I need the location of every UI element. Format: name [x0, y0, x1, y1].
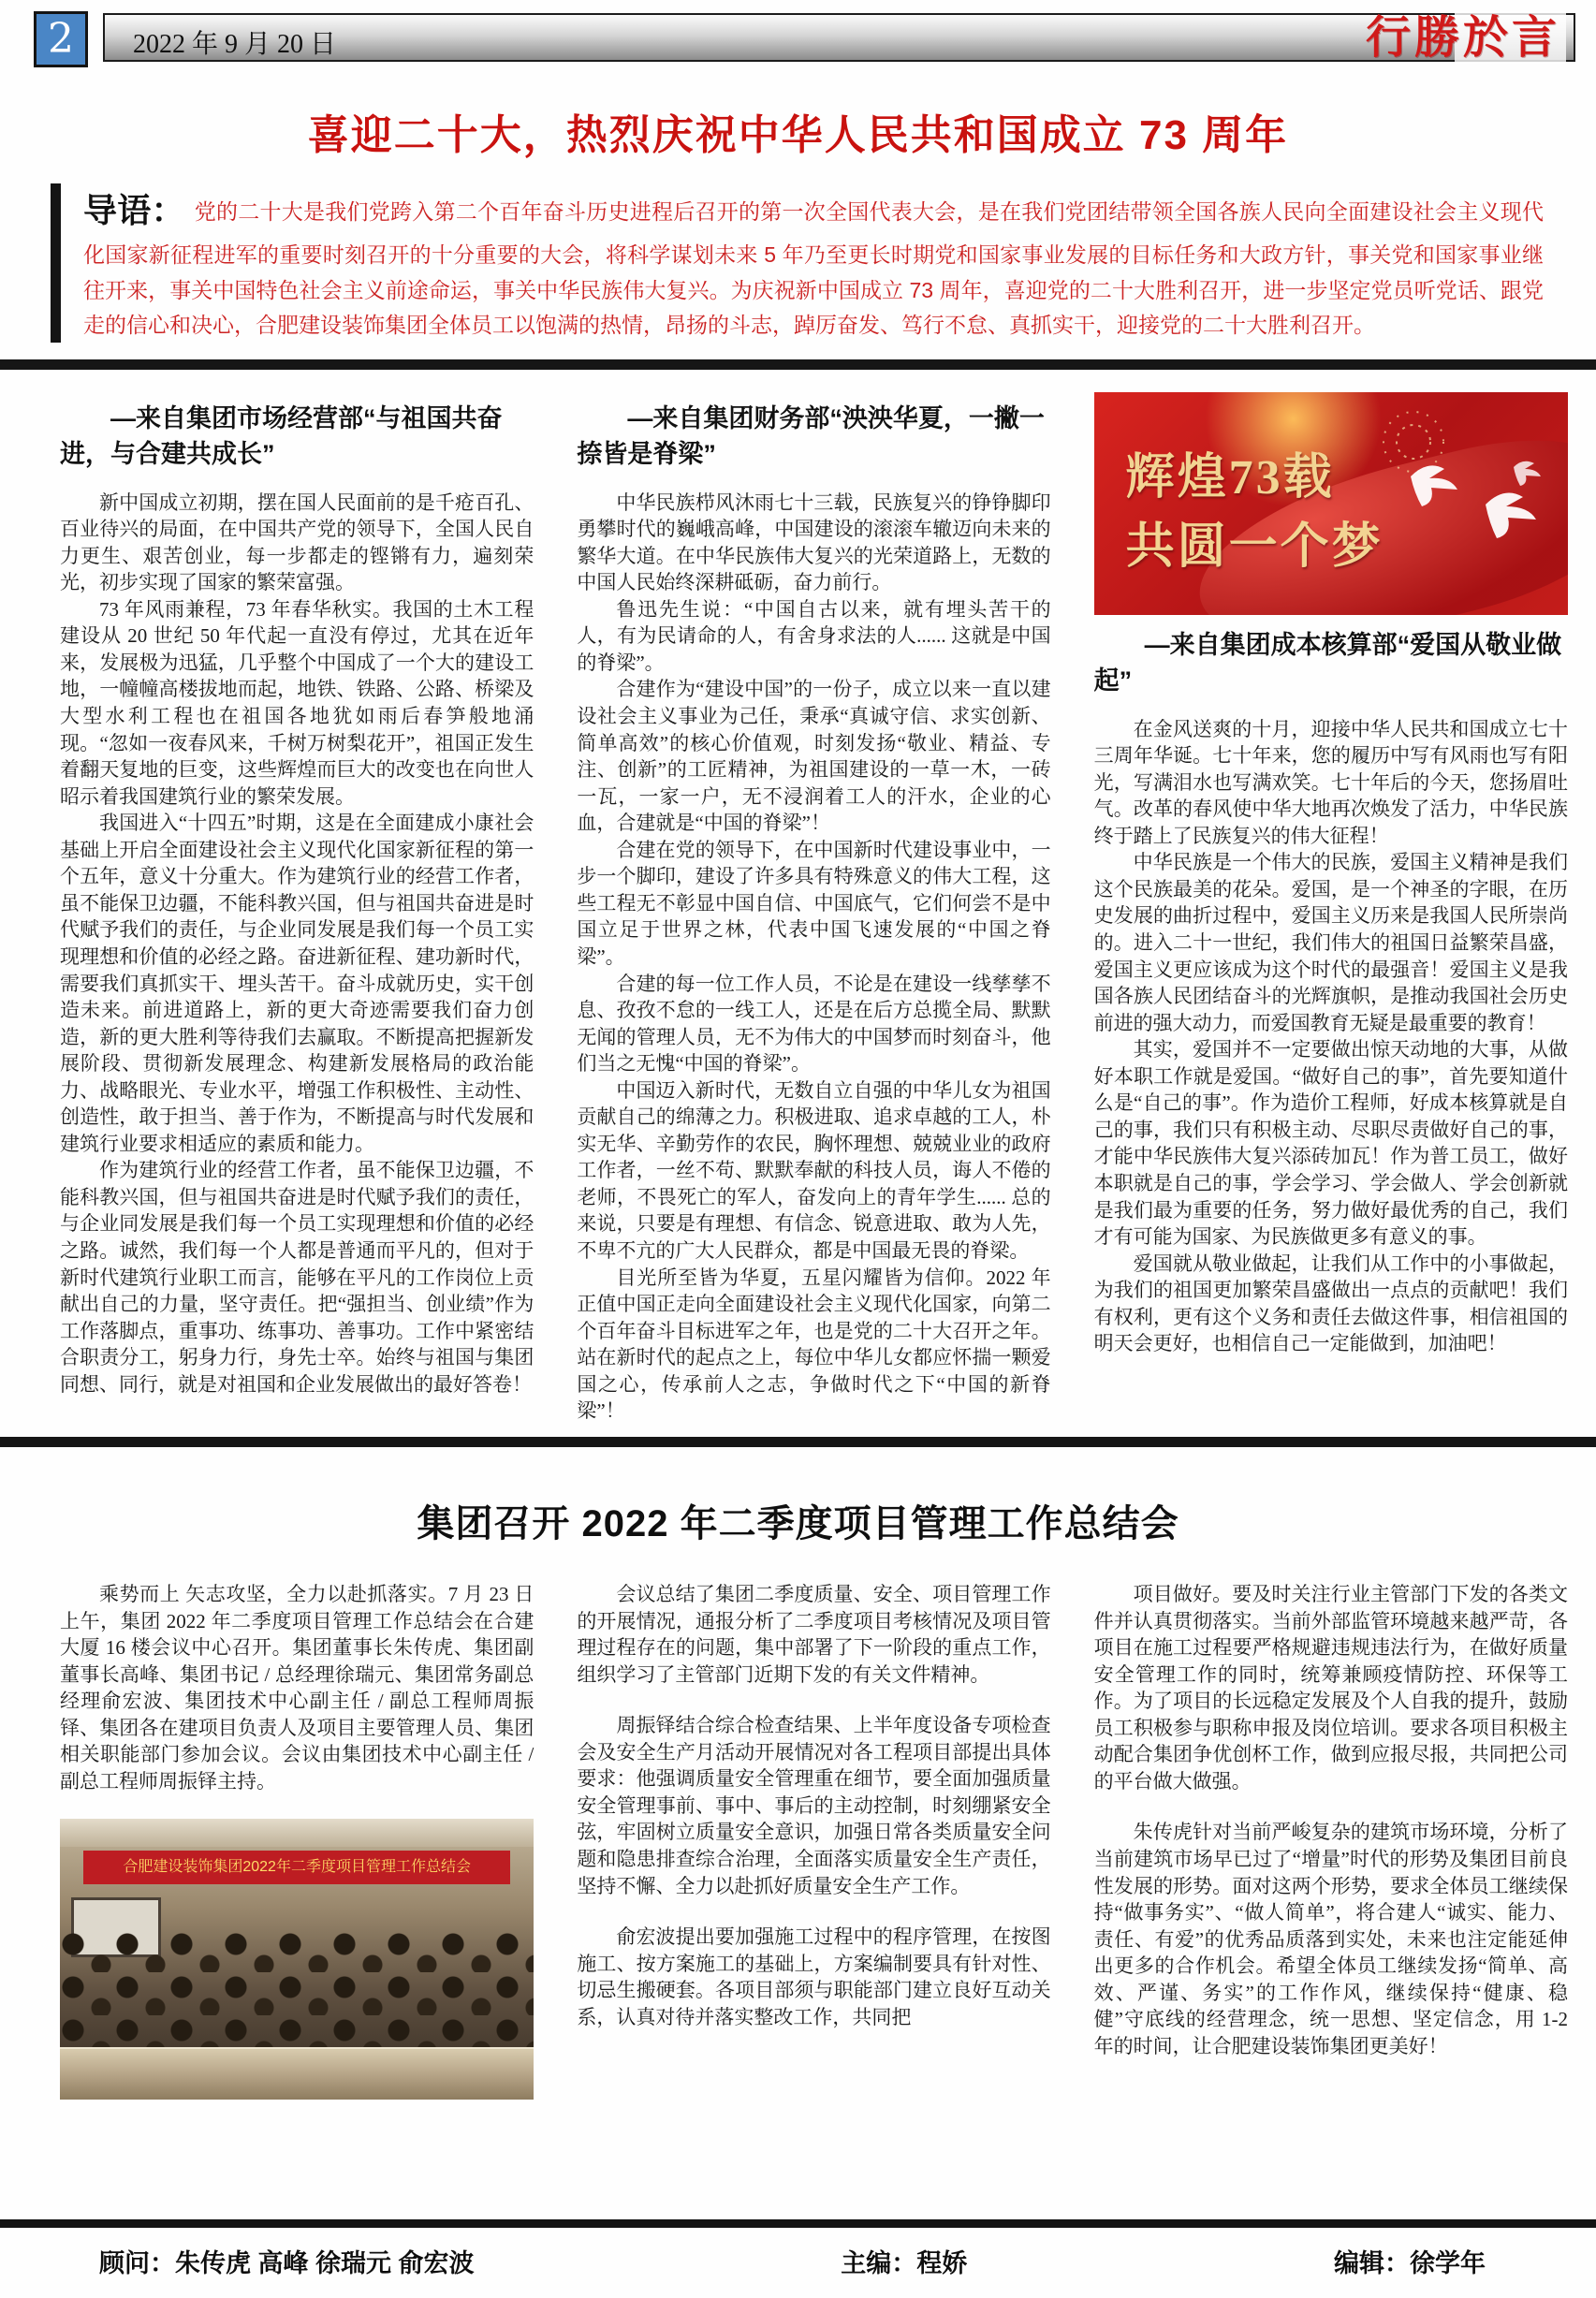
page-number-badge — [34, 11, 88, 67]
page-footer — [0, 2219, 1596, 2298]
article-paragraph: 项目做好。要及时关注行业主管部门下发的各类文件并认真贯彻落实。当前外部监管环境越来越严苛，各项目在施工过程要严格规避违规违法行为，在做好质量安全管理工作的同时，统筹兼顾疫情防控、环保等工作。为了项目的长远稳定发展及个人自我的提升，鼓励员工积极参与职称申报及岗位培训。要求各项目积极主动配合集团争优创杯工作，做到应报尽报，共同把公司的平台做大做强。 — [1093, 1583, 1568, 1793]
top-columns — [0, 388, 1596, 1437]
footer-row — [0, 2228, 1596, 2279]
article-paragraph: 新中国成立初期，摆在国人民面前的是千疮百孔、百业待兴的局面，在中国共产党的领导下，全国人民自力更生、艰苦创业，每一步都走的铿锵有力，遍刻荣光，初步实现了国家的繁荣富强。 — [60, 490, 534, 594]
lead-paragraph — [83, 183, 1544, 343]
article-heading: —来自集团财务部“泱泱华夏，一撇一捺皆是脊梁” — [577, 404, 1045, 468]
article-paragraph: 合建的每一位工作人员，不论是在建设一线孳孳不息、孜孜不怠的一线工人，还是在后方总揽全局、默默无闻的管理人员，无不为伟大的中国梦而时刻奋斗，他们当之无愧“中国的脊梁”。 — [577, 972, 1051, 1076]
article-paragraph: 中华民族栉风沐雨七十三载，民族复兴的铮铮脚印勇攀时代的巍峨高峰，中国建设的滚滚车辙迈向未来的繁华大道。在中华民族伟大复兴的光荣道路上，无数的中国人民始终深耕砥砺，奋力前行。 — [577, 490, 1051, 594]
article-paragraph: 中华民族是一个伟大的民族，爱国主义精神是我们这个民族最美的花朵。爱国，是一个神圣的字眼，在历史发展的曲折过程中，爱国主义历来是我国人民所崇尚的。进入二十一世纪，我们伟大的祖国日益繁荣昌盛，爱国主义更应该成为这个时代的最强音！爱国主义是我国各族人民团结奋斗的光辉旗帜，是推动我国社会历史前进的强大动力，而爱国教育无疑是最重要的教育！ — [1093, 851, 1568, 1034]
bottom-headline: 集团召开 2022 年二季度项目管理工作总结会 — [417, 1503, 1179, 1545]
article-paragraph: 73 年风雨兼程，73 年春华秋实。我国的土木工程建设从 20 世纪 50 年代起一直没有停过，尤其在近年来，发展极为迅猛，几乎整个中国成了一个大的建设工地，一幢幢高楼拔地而起，地铁、铁路、公路、桥梁及大型水利工程也在祖国各地犹如雨后春笋般地涌现。“忽如一夜春风来，千树万树梨花开”，祖国正发生着翻天复地的巨变，这些辉煌而巨大的改变也在向世人昭示着我国建筑行业的繁荣发展。 — [60, 597, 534, 808]
lead-text: 党的二十大是我们党跨入第二个百年奋斗历史进程后召开的第一次全国代表大会，是在我们党团结带领全国各族人民向全面建设社会主义现代化国家新征程进军的重要时刻召开的十分重要的大会，将科学谋划未来 5 年乃至更长时期党和国家事业发展的目标任务和大政方针，事关党和国家事业继往开来，事关中国特色社会主义前途命运，事关中华民族伟大复兴。为庆祝新中国成立 73 周年，喜迎党的二十大胜利召开，进一步坚定党员听党话、跟党走的信心和决心，合肥建设装饰集团全体员工以饱满的热情，昂扬的斗志，踔厉奋发、笃行不怠、真抓实干，迎接党的二十大胜利召开。 — [83, 199, 1544, 337]
bottom-column-3 — [1094, 1581, 1568, 2084]
article-paragraph: 中国迈入新时代，无数自立自强的中华儿女为祖国贡献自己的绵薄之力。积极进取、追求卓越的工人，朴实无华、辛勤劳作的农民，胸怀理想、兢兢业业的政府工作者，一丝不苟、默默奉献的科技人员，诲人不倦的老师，不畏死亡的军人，奋发向上的青年学生...... 总的来说，只要是有理想、有信念、锐意进取、敢为人先，不卑不亢的广大人民群众，都是中国最无畏的脊梁。 — [577, 1078, 1051, 1262]
article-paragraph: 乘势而上 矢志攻坚，全力以赴抓落实。7 月 23 日上午，集团 2022 年二季度项目管理工作总结会在合建大厦 16 楼会议中心召开。集团董事长朱传虎、集团副董事长高峰、集团书记 / 总经理徐瑞元、集团常务副总经理俞宏波、集团技术中心副主任 / 副总工程师周振铎、集团各在建项目负责人及项目主要管理人员、集团相关职能部门参加会议。会议由集团技术中心副主任 / 副总工程师周振铎主持。 — [60, 1583, 534, 1793]
article-finance-dept — [577, 388, 1050, 1425]
footer-advisors: 顾问：朱传虎 高峰 徐瑞元 俞宏波 — [99, 2249, 475, 2277]
article-market-dept — [60, 388, 534, 1398]
page-header — [0, 9, 1596, 77]
article-paragraph: 鲁迅先生说：“中国自古以来，就有埋头苦干的人，有为民请命的人，有舍身求法的人...... 这就是中国的脊梁”。 — [577, 597, 1051, 674]
masthead-motto: 行勝於言 — [1360, 11, 1566, 64]
article-paragraph: 会议总结了集团二季度质量、安全、项目管理工作的开展情况，通报分析了二季度项目考核情况及项目管理过程存在的问题，集中部署了下一阶段的重点工作，组织学习了主管部门近期下发的有关文件精神。 — [577, 1583, 1051, 1686]
doves-icon — [1373, 448, 1560, 561]
photo-banner-text: 合肥建设装饰集团2022年二季度项目管理工作总结会 — [83, 1851, 510, 1884]
article-paragraph: 作为建筑行业的经营工作者，虽不能保卫边疆，不能科教兴国，但与祖国共奋进是时代赋予我们的责任，与企业同发展是我们每一个员工实现理想和价值的必经之路。诚然，我们每一个人都是普通而平凡的，但对于新时代建筑行业职工而言，能够在平凡的工作岗位上贡献出自己的力量，坚守责任。把“强担当、创业绩”作为工作落脚点，重事功、练事功、善事功。工作中紧密结合职责分工，躬身力行，身先士卒。始终与祖国与集团同想、同行，就是对祖国和企业发展做出的最好答卷！ — [60, 1159, 534, 1396]
bottom-column-1 — [60, 1581, 534, 2100]
photo-ceiling — [60, 1819, 534, 1847]
anniversary-poster-image — [1094, 392, 1568, 615]
section-divider-middle — [0, 1437, 1596, 1447]
main-headline: 喜迎二十大，热烈庆祝中华人民共和国成立 73 周年 — [307, 112, 1289, 158]
page-number: 2 — [48, 15, 74, 63]
header-band — [103, 13, 1575, 62]
article-paragraph: 周振铎结合综合检查结果、上半年度设备专项检查会及安全生产月活动开展情况对各工程项目部提出具体要求：他强调质量安全管理重在细节，要全面加强质量安全管理事前、事中、事后的主动控制，时刻绷紧安全弦，牢固树立质量安全意识，加强日常各类质量安全问题和隐患排查综合治理，全面落实质量安全生产责任，坚持不懈、全力以赴抓好质量安全生产工作。 — [577, 1714, 1051, 1897]
poster-line2: 共圆一个梦 — [1125, 520, 1384, 575]
footer-chief-editor: 主编：程娇 — [841, 2249, 968, 2277]
article-paragraph: 其实，爱国并不一定要做出惊天动地的大事，从做好本职工作就是爱国。“做好自己的事”，首先要知道什么是“自己的事”。作为造价工程师，好成本核算就是自己的事，我们只有积极主动、尽职尽责做好自己的事，才能中华民族伟大复兴添砖加瓦！作为普工员工，做好本职就是自己的事，学会学习、学会做人、学会创新就是我们最为重要的任务，努力做好最优秀的自己，我们才有可能为国家、为民族做更多有意义的事。 — [1093, 1038, 1568, 1249]
lead-label: 导语： — [83, 191, 185, 229]
footer-editor: 编辑：徐学年 — [1333, 2249, 1486, 2277]
article-paragraph: 朱传虎针对当前严峻复杂的建筑市场环境，分析了当前建筑市场早已过了“增量”时代的形势及集团目前良性发展的形势。面对这两个形势，要求全体员工继续保持“做事务实”、“做人简单”，将合建人“诚实、能力、责任、有爱”的优秀品质落到实处，未来也注定能延伸出更多的合作机会。希望全体员工继续发扬“简单、高效、严谨、务实”的工作作风，继续保持“健康、稳健”守底线的经营理念，统一思想、坚定信念，用 1-2 年的时间，让合肥建设装饰集团更美好！ — [1093, 1821, 1568, 2057]
meeting-photo — [60, 1819, 534, 2100]
bottom-column-2 — [577, 1581, 1050, 2055]
issue-date: 2022 年 9 月 20 日 — [133, 30, 337, 59]
article-heading: —来自集团成本核算部“爱国从敬业做起” — [1093, 631, 1562, 695]
photo-attendees — [60, 1929, 534, 2051]
photo-tables — [60, 2047, 534, 2100]
footer-divider — [0, 2219, 1596, 2228]
article-paragraph: 合建作为“建设中国”的一份子，成立以来一直以建设社会主义事业为己任，秉承“真诚守信、求实创新、简单高效”的核心价值观，时刻发扬“敬业、精益、专注、创新”的工匠精神，为祖国建设的一草一木，一砖一瓦，一家一户，无不浸润着工人的汗水，企业的心血，合建就是“中国的脊梁”！ — [577, 678, 1051, 835]
article-cost-dept — [1094, 388, 1568, 1357]
lead-block — [51, 183, 1544, 343]
poster-line1: 辉煌73载 — [1125, 451, 1335, 505]
article-paragraph: 我国进入“十四五”时期，这是在全面建成小康社会基础上开启全面建设社会主义现代化国家新征程的第一个五年，意义十分重大。作为建筑行业的经营工作者，虽不能保卫边疆，不能科教兴国，但与祖国共奋进是时代赋予我们的责任，与企业同发展是我们每一个员工实现理想和价值的必经之路。奋进新征程、建功新时代，需要我们真抓实干、埋头苦干。奋斗成就历史，实干创造未来。前进道路上，新的更大奇迹需要我们奋力创造，新的更大胜利等待我们去赢取。不断提高把握新发展阶段、贯彻新发展理念、构建新发展格局的政治能力、战略眼光、专业水平，增强工作积极性、主动性、创造性，敢于担当、善于作为，不断提高与时代发展和建筑行业要求相适应的素质和能力。 — [60, 812, 534, 1155]
article-heading: —来自集团市场经营部“与祖国共奋进，与合建共成长” — [60, 404, 503, 468]
bottom-columns — [0, 1581, 1596, 2105]
article-paragraph: 目光所至皆为华夏，五星闪耀皆为信仰。2022 年正值中国正走向全面建设社会主义现代化国家，向第二个百年奋斗目标进军之年，也是党的二十大召开之年。站在新时代的起点之上，每位中华儿女都应怀揣一颗爱国之心，传承前人之志，争做时代之下“中国的新脊梁”！ — [577, 1266, 1051, 1423]
article-paragraph: 合建在党的领导下，在中国新时代建设事业中，一步一个脚印，建设了许多具有特殊意义的伟大工程，这些工程无不彰显中国自信、中国底气，它们何尝不是中国立足于世界之林，代表中国飞速发展的“中国之脊梁”。 — [577, 838, 1051, 968]
section-divider-top — [0, 359, 1596, 370]
article-paragraph: 爱国就从敬业做起，让我们从工作中的小事做起，为我们的祖国更加繁荣昌盛做出一点点的贡献吧！我们有权利，更有这个义务和责任去做这件事，相信祖国的明天会更好，也相信自己一定能做到，加油吧！ — [1093, 1251, 1568, 1355]
article-paragraph: 俞宏波提出要加强施工过程中的程序管理，在按图施工、按方案施工的基础上，方案编制要具有针对性、切忌生搬硬套。各项目部须与职能部门建立良好互动关系，认真对待并落实整改工作，共同把 — [577, 1925, 1051, 2028]
article-paragraph: 在金风送爽的十月，迎接中华人民共和国成立七十三周年华诞。七十年来，您的履历中写有风雨也写有阳光，写满泪水也写满欢笑。七十年后的今天，您扬眉吐气。改革的春风使中华大地再次焕发了活力，中华民族终于踏上了民族复兴的伟大征程！ — [1093, 717, 1568, 847]
